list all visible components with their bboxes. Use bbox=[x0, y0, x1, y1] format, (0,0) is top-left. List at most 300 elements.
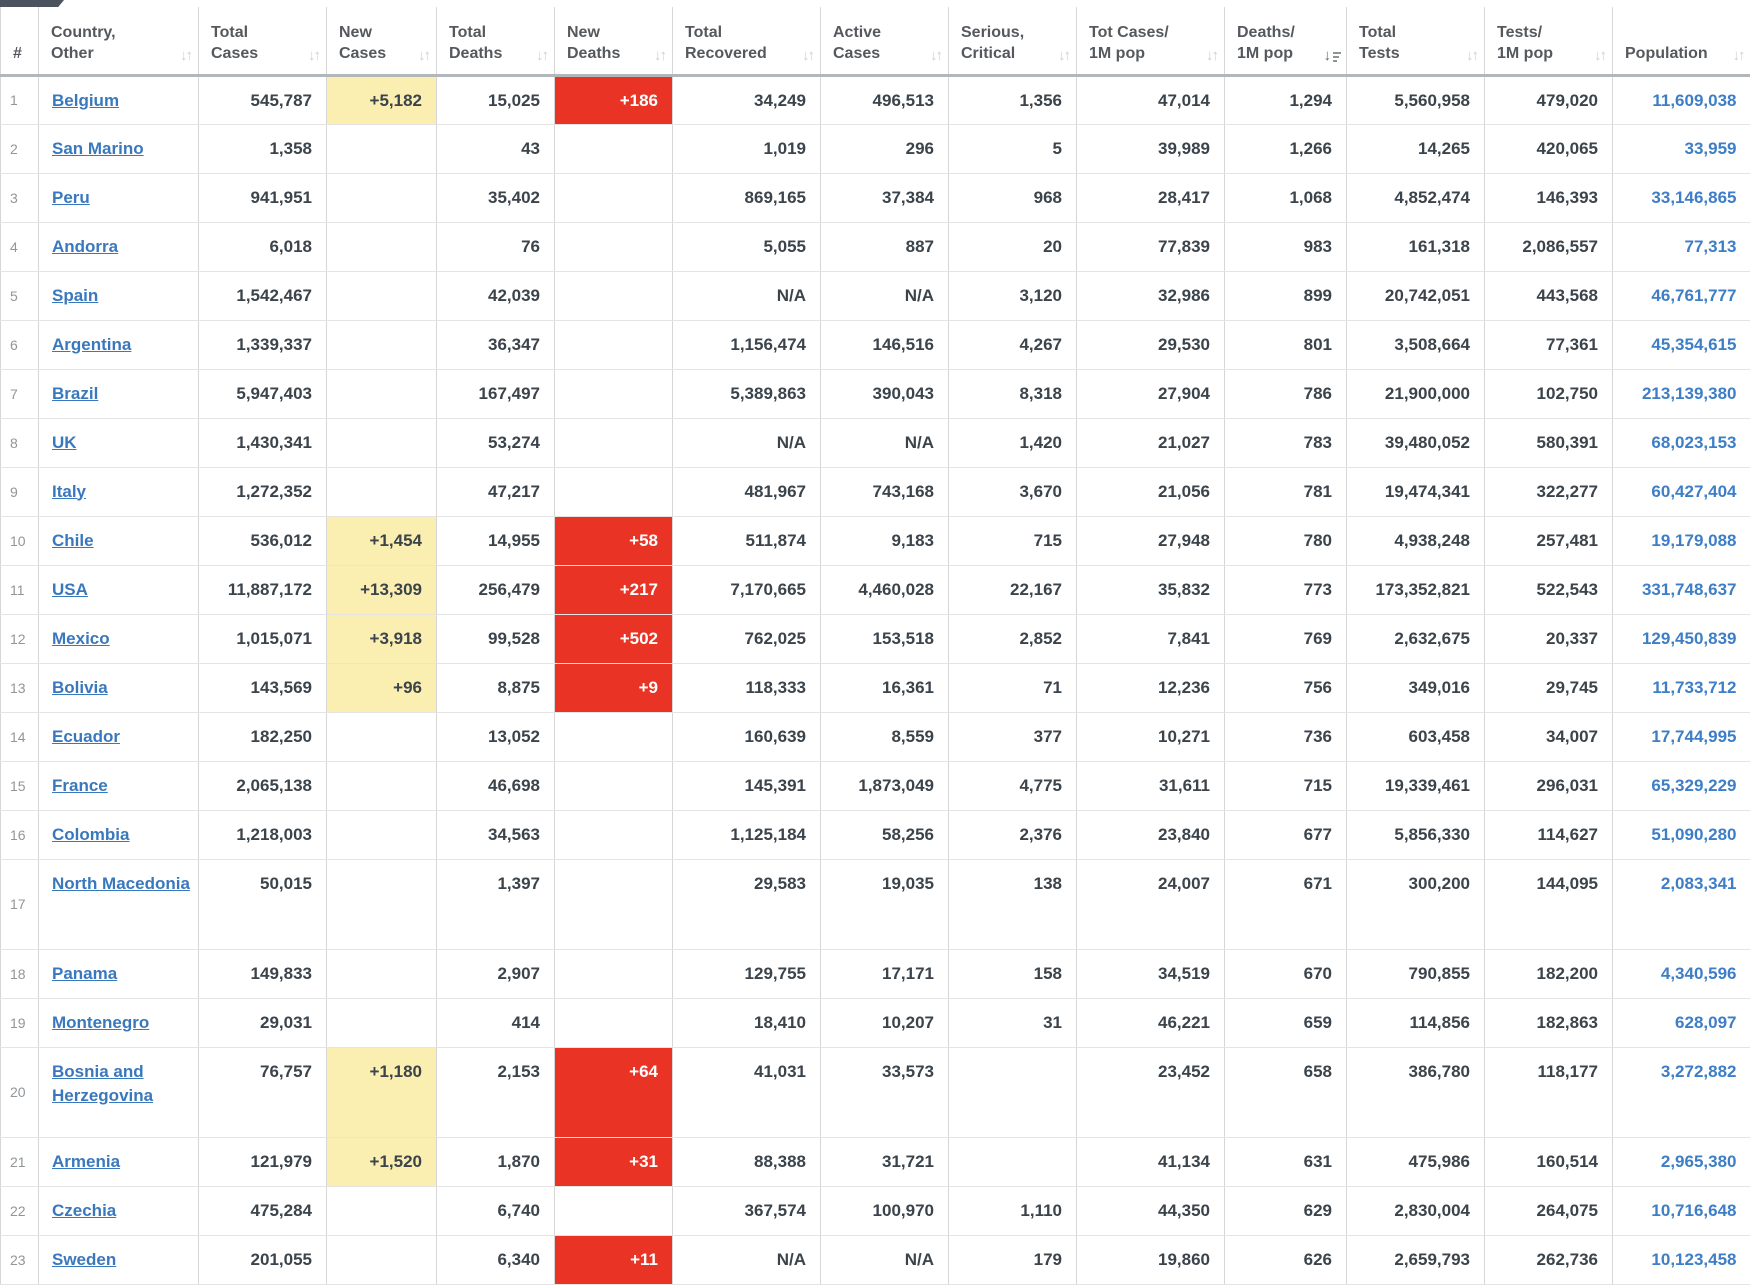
serious-critical-cell bbox=[949, 1047, 1077, 1137]
tests-per-1m-cell: 182,200 bbox=[1485, 949, 1613, 998]
table-body bbox=[1, 75, 1750, 1284]
total-recovered-cell: 18,410 bbox=[673, 998, 821, 1047]
column-header-total-cases[interactable] bbox=[199, 7, 327, 75]
serious-critical-cell: 20 bbox=[949, 222, 1077, 271]
new-cases-cell bbox=[327, 320, 437, 369]
row-number-cell: 13 bbox=[1, 663, 39, 712]
column-label-line: 1M pop bbox=[1089, 43, 1218, 64]
new-cases-cell bbox=[327, 418, 437, 467]
row-number-cell: 1 bbox=[1, 75, 39, 124]
cases-per-1m-cell: 47,014 bbox=[1077, 75, 1225, 124]
total-recovered-cell: 34,249 bbox=[673, 75, 821, 124]
country-link[interactable]: North Macedonia bbox=[52, 874, 190, 893]
total-recovered-cell: 511,874 bbox=[673, 516, 821, 565]
total-recovered-cell: N/A bbox=[673, 1235, 821, 1284]
total-tests-cell: 300,200 bbox=[1347, 859, 1485, 949]
new-deaths-cell bbox=[555, 467, 673, 516]
sort-updown-arrows-icon[interactable]: ↓↑ bbox=[536, 48, 547, 63]
column-label-line: Tests/ bbox=[1497, 22, 1606, 43]
total-recovered-cell: 118,333 bbox=[673, 663, 821, 712]
population-cell: 2,965,380 bbox=[1613, 1137, 1750, 1186]
country-link[interactable]: Belgium bbox=[52, 91, 119, 110]
serious-critical-cell: 158 bbox=[949, 949, 1077, 998]
total-recovered-cell: 5,389,863 bbox=[673, 369, 821, 418]
column-label-line: Tests bbox=[1359, 43, 1478, 64]
active-cases-cell: 37,384 bbox=[821, 173, 949, 222]
table-row bbox=[1, 369, 1750, 418]
browser-tab-fragment bbox=[0, 0, 64, 7]
cases-per-1m-cell: 19,860 bbox=[1077, 1235, 1225, 1284]
cases-per-1m-cell: 23,840 bbox=[1077, 810, 1225, 859]
total-recovered-cell: 160,639 bbox=[673, 712, 821, 761]
population-cell: 2,083,341 bbox=[1613, 859, 1750, 949]
new-deaths-cell bbox=[555, 418, 673, 467]
new-cases-cell bbox=[327, 761, 437, 810]
sort-updown-arrows-icon[interactable]: ↓↑ bbox=[1206, 48, 1217, 63]
population-cell: 331,748,637 bbox=[1613, 565, 1750, 614]
total-tests-cell: 4,938,248 bbox=[1347, 516, 1485, 565]
row-number-cell: 16 bbox=[1, 810, 39, 859]
new-deaths-cell bbox=[555, 369, 673, 418]
deaths-per-1m-cell: 769 bbox=[1225, 614, 1347, 663]
table-row bbox=[1, 1047, 1750, 1137]
column-label-line: Cases bbox=[833, 43, 942, 64]
total-tests-cell: 386,780 bbox=[1347, 1047, 1485, 1137]
deaths-per-1m-cell: 801 bbox=[1225, 320, 1347, 369]
cases-per-1m-cell: 27,904 bbox=[1077, 369, 1225, 418]
total-cases-cell: 6,018 bbox=[199, 222, 327, 271]
total-tests-cell: 5,856,330 bbox=[1347, 810, 1485, 859]
total-tests-cell: 173,352,821 bbox=[1347, 565, 1485, 614]
new-cases-cell: +1,520 bbox=[327, 1137, 437, 1186]
table-row bbox=[1, 998, 1750, 1047]
table-row bbox=[1, 75, 1750, 124]
total-tests-cell: 20,742,051 bbox=[1347, 271, 1485, 320]
new-deaths-cell bbox=[555, 173, 673, 222]
active-cases-cell: 496,513 bbox=[821, 75, 949, 124]
total-tests-cell: 2,632,675 bbox=[1347, 614, 1485, 663]
country-link[interactable]: Ecuador bbox=[52, 727, 120, 746]
total-tests-cell: 2,830,004 bbox=[1347, 1186, 1485, 1235]
column-label bbox=[13, 43, 32, 64]
active-cases-cell: 4,460,028 bbox=[821, 565, 949, 614]
serious-critical-cell: 2,376 bbox=[949, 810, 1077, 859]
table-row bbox=[1, 271, 1750, 320]
new-deaths-cell bbox=[555, 949, 673, 998]
serious-critical-cell: 3,120 bbox=[949, 271, 1077, 320]
new-cases-cell bbox=[327, 271, 437, 320]
total-cases-cell: 1,430,341 bbox=[199, 418, 327, 467]
serious-critical-cell: 179 bbox=[949, 1235, 1077, 1284]
active-cases-cell: 100,970 bbox=[821, 1186, 949, 1235]
cases-per-1m-cell: 31,611 bbox=[1077, 761, 1225, 810]
cases-per-1m-cell: 44,350 bbox=[1077, 1186, 1225, 1235]
total-tests-cell: 3,508,664 bbox=[1347, 320, 1485, 369]
sort-updown-arrows-icon[interactable]: ↓↑ bbox=[418, 48, 429, 63]
population-cell: 33,959 bbox=[1613, 124, 1750, 173]
population-cell: 11,609,038 bbox=[1613, 75, 1750, 124]
new-deaths-cell: +64 bbox=[555, 1047, 673, 1137]
total-deaths-cell: 8,875 bbox=[437, 663, 555, 712]
total-cases-cell: 121,979 bbox=[199, 1137, 327, 1186]
total-tests-cell: 603,458 bbox=[1347, 712, 1485, 761]
column-label bbox=[1625, 43, 1745, 64]
column-header-population[interactable] bbox=[1613, 7, 1750, 75]
column-label-line: Total bbox=[685, 22, 814, 43]
new-cases-cell bbox=[327, 859, 437, 949]
total-deaths-cell: 14,955 bbox=[437, 516, 555, 565]
total-tests-cell: 2,659,793 bbox=[1347, 1235, 1485, 1284]
total-deaths-cell: 1,397 bbox=[437, 859, 555, 949]
active-cases-cell: 296 bbox=[821, 124, 949, 173]
column-header-deaths-per-1m[interactable] bbox=[1225, 7, 1347, 75]
total-recovered-cell: 5,055 bbox=[673, 222, 821, 271]
population-cell: 17,744,995 bbox=[1613, 712, 1750, 761]
table-row bbox=[1, 320, 1750, 369]
sort-descending-icon[interactable] bbox=[1324, 48, 1342, 63]
total-recovered-cell: 481,967 bbox=[673, 467, 821, 516]
country-link[interactable]: Chile bbox=[52, 531, 94, 550]
total-cases-cell: 1,339,337 bbox=[199, 320, 327, 369]
total-cases-cell: 1,358 bbox=[199, 124, 327, 173]
cases-per-1m-cell: 46,221 bbox=[1077, 998, 1225, 1047]
new-cases-cell: +96 bbox=[327, 663, 437, 712]
country-link[interactable]: San Marino bbox=[52, 139, 144, 158]
deaths-per-1m-cell: 629 bbox=[1225, 1186, 1347, 1235]
tests-per-1m-cell: 34,007 bbox=[1485, 712, 1613, 761]
total-deaths-cell: 6,340 bbox=[437, 1235, 555, 1284]
new-cases-cell bbox=[327, 712, 437, 761]
new-cases-cell bbox=[327, 998, 437, 1047]
total-tests-cell: 161,318 bbox=[1347, 222, 1485, 271]
table-header bbox=[1, 7, 1750, 75]
tests-per-1m-cell: 322,277 bbox=[1485, 467, 1613, 516]
population-cell: 77,313 bbox=[1613, 222, 1750, 271]
tests-per-1m-cell: 262,736 bbox=[1485, 1235, 1613, 1284]
country-link[interactable]: Italy bbox=[52, 482, 86, 501]
sort-updown-arrows-icon[interactable]: ↓↑ bbox=[1058, 48, 1069, 63]
deaths-per-1m-cell: 658 bbox=[1225, 1047, 1347, 1137]
table-row bbox=[1, 614, 1750, 663]
total-cases-cell: 536,012 bbox=[199, 516, 327, 565]
row-number-cell: 23 bbox=[1, 1235, 39, 1284]
column-label bbox=[211, 22, 320, 64]
country-cell bbox=[39, 418, 199, 467]
cases-per-1m-cell: 28,417 bbox=[1077, 173, 1225, 222]
tests-per-1m-cell: 114,627 bbox=[1485, 810, 1613, 859]
total-cases-cell: 11,887,172 bbox=[199, 565, 327, 614]
deaths-per-1m-cell: 783 bbox=[1225, 418, 1347, 467]
total-tests-cell: 19,339,461 bbox=[1347, 761, 1485, 810]
sort-updown-arrows-icon[interactable]: ↓↑ bbox=[1594, 48, 1605, 63]
country-cell bbox=[39, 516, 199, 565]
total-deaths-cell: 256,479 bbox=[437, 565, 555, 614]
sort-updown-arrows-icon[interactable]: ↓↑ bbox=[930, 48, 941, 63]
column-label-line: Total bbox=[1359, 22, 1478, 43]
row-number-cell: 14 bbox=[1, 712, 39, 761]
country-cell bbox=[39, 271, 199, 320]
country-cell bbox=[39, 859, 199, 949]
column-label-line: Total bbox=[449, 22, 548, 43]
column-header-serious-critical[interactable] bbox=[949, 7, 1077, 75]
active-cases-cell: 153,518 bbox=[821, 614, 949, 663]
total-recovered-cell: 7,170,665 bbox=[673, 565, 821, 614]
country-link[interactable]: France bbox=[52, 776, 108, 795]
total-deaths-cell: 414 bbox=[437, 998, 555, 1047]
country-cell bbox=[39, 949, 199, 998]
active-cases-cell: 390,043 bbox=[821, 369, 949, 418]
total-tests-cell: 349,016 bbox=[1347, 663, 1485, 712]
serious-critical-cell: 3,670 bbox=[949, 467, 1077, 516]
total-tests-cell: 475,986 bbox=[1347, 1137, 1485, 1186]
country-cell bbox=[39, 1235, 199, 1284]
deaths-per-1m-cell: 670 bbox=[1225, 949, 1347, 998]
cases-per-1m-cell: 77,839 bbox=[1077, 222, 1225, 271]
new-cases-cell: +3,918 bbox=[327, 614, 437, 663]
column-label bbox=[1089, 22, 1218, 64]
total-tests-cell: 114,856 bbox=[1347, 998, 1485, 1047]
total-deaths-cell: 42,039 bbox=[437, 271, 555, 320]
sort-updown-arrows-icon[interactable]: ↓↑ bbox=[802, 48, 813, 63]
tests-per-1m-cell: 118,177 bbox=[1485, 1047, 1613, 1137]
table-row bbox=[1, 761, 1750, 810]
country-link[interactable]: USA bbox=[52, 580, 88, 599]
table-row bbox=[1, 859, 1750, 949]
country-link[interactable]: Czechia bbox=[52, 1201, 116, 1220]
column-header-country[interactable] bbox=[39, 7, 199, 75]
new-deaths-cell: +186 bbox=[555, 75, 673, 124]
sort-updown-arrows-icon[interactable]: ↓↑ bbox=[654, 48, 665, 63]
country-link[interactable]: Spain bbox=[52, 286, 98, 305]
active-cases-cell: 743,168 bbox=[821, 467, 949, 516]
tests-per-1m-cell: 296,031 bbox=[1485, 761, 1613, 810]
cases-per-1m-cell: 23,452 bbox=[1077, 1047, 1225, 1137]
column-header-total-deaths[interactable] bbox=[437, 7, 555, 75]
sort-updown-arrows-icon[interactable]: ↓↑ bbox=[1466, 48, 1477, 63]
serious-critical-cell: 22,167 bbox=[949, 565, 1077, 614]
new-deaths-cell: +31 bbox=[555, 1137, 673, 1186]
total-tests-cell: 4,852,474 bbox=[1347, 173, 1485, 222]
row-number-cell: 6 bbox=[1, 320, 39, 369]
column-label bbox=[1497, 22, 1606, 64]
sort-updown-arrows-icon[interactable]: ↓↑ bbox=[308, 48, 319, 63]
country-cell bbox=[39, 467, 199, 516]
table-row bbox=[1, 663, 1750, 712]
column-header-active-cases[interactable] bbox=[821, 7, 949, 75]
column-label-line: Serious, bbox=[961, 22, 1070, 43]
row-number-cell: 19 bbox=[1, 998, 39, 1047]
row-number-cell: 8 bbox=[1, 418, 39, 467]
deaths-per-1m-cell: 626 bbox=[1225, 1235, 1347, 1284]
sort-updown-arrows-icon[interactable]: ↓↑ bbox=[1733, 48, 1744, 63]
header-row bbox=[1, 7, 1750, 75]
country-link[interactable]: Argentina bbox=[52, 335, 131, 354]
new-cases-cell bbox=[327, 810, 437, 859]
serious-critical-cell: 1,110 bbox=[949, 1186, 1077, 1235]
column-header-new-deaths[interactable] bbox=[555, 7, 673, 75]
tests-per-1m-cell: 182,863 bbox=[1485, 998, 1613, 1047]
new-cases-cell bbox=[327, 124, 437, 173]
total-deaths-cell: 2,153 bbox=[437, 1047, 555, 1137]
new-deaths-cell bbox=[555, 1186, 673, 1235]
cases-per-1m-cell: 29,530 bbox=[1077, 320, 1225, 369]
total-recovered-cell: 1,019 bbox=[673, 124, 821, 173]
active-cases-cell: 16,361 bbox=[821, 663, 949, 712]
tests-per-1m-cell: 420,065 bbox=[1485, 124, 1613, 173]
active-cases-cell: 33,573 bbox=[821, 1047, 949, 1137]
total-recovered-cell: 762,025 bbox=[673, 614, 821, 663]
country-link[interactable]: Sweden bbox=[52, 1250, 116, 1269]
total-cases-cell: 2,065,138 bbox=[199, 761, 327, 810]
table-row bbox=[1, 418, 1750, 467]
total-recovered-cell: 869,165 bbox=[673, 173, 821, 222]
column-header-total-tests[interactable] bbox=[1347, 7, 1485, 75]
deaths-per-1m-cell: 659 bbox=[1225, 998, 1347, 1047]
new-cases-cell bbox=[327, 173, 437, 222]
row-number-cell: 11 bbox=[1, 565, 39, 614]
active-cases-cell: 887 bbox=[821, 222, 949, 271]
serious-critical-cell: 31 bbox=[949, 998, 1077, 1047]
row-number-cell: 4 bbox=[1, 222, 39, 271]
deaths-per-1m-cell: 780 bbox=[1225, 516, 1347, 565]
column-label bbox=[961, 22, 1070, 64]
new-deaths-cell bbox=[555, 998, 673, 1047]
total-tests-cell: 5,560,958 bbox=[1347, 75, 1485, 124]
country-link[interactable]: Montenegro bbox=[52, 1013, 149, 1032]
cases-per-1m-cell: 21,027 bbox=[1077, 418, 1225, 467]
total-deaths-cell: 47,217 bbox=[437, 467, 555, 516]
total-recovered-cell: 129,755 bbox=[673, 949, 821, 998]
country-link[interactable]: Colombia bbox=[52, 825, 129, 844]
population-cell: 46,761,777 bbox=[1613, 271, 1750, 320]
cases-per-1m-cell: 39,989 bbox=[1077, 124, 1225, 173]
serious-critical-cell: 1,356 bbox=[949, 75, 1077, 124]
column-label-line: Country, bbox=[51, 22, 192, 43]
total-cases-cell: 545,787 bbox=[199, 75, 327, 124]
tests-per-1m-cell: 77,361 bbox=[1485, 320, 1613, 369]
table-row bbox=[1, 1137, 1750, 1186]
country-link[interactable]: Mexico bbox=[52, 629, 110, 648]
active-cases-cell: N/A bbox=[821, 271, 949, 320]
total-cases-cell: 201,055 bbox=[199, 1235, 327, 1284]
column-label-line: 1M pop bbox=[1497, 43, 1606, 64]
table-row bbox=[1, 1235, 1750, 1284]
country-link[interactable]: Andorra bbox=[52, 237, 118, 256]
new-cases-cell bbox=[327, 1186, 437, 1235]
column-header-rank bbox=[1, 7, 39, 75]
active-cases-cell: 19,035 bbox=[821, 859, 949, 949]
cases-per-1m-cell: 7,841 bbox=[1077, 614, 1225, 663]
new-deaths-cell: +58 bbox=[555, 516, 673, 565]
row-number-cell: 12 bbox=[1, 614, 39, 663]
country-link[interactable]: Panama bbox=[52, 964, 117, 983]
active-cases-cell: 10,207 bbox=[821, 998, 949, 1047]
population-cell: 65,329,229 bbox=[1613, 761, 1750, 810]
population-cell: 213,139,380 bbox=[1613, 369, 1750, 418]
table-row bbox=[1, 565, 1750, 614]
population-cell: 129,450,839 bbox=[1613, 614, 1750, 663]
column-label-line: Active bbox=[833, 22, 942, 43]
cases-per-1m-cell: 21,056 bbox=[1077, 467, 1225, 516]
country-cell bbox=[39, 124, 199, 173]
serious-critical-cell: 8,318 bbox=[949, 369, 1077, 418]
new-cases-cell: +1,180 bbox=[327, 1047, 437, 1137]
serious-critical-cell: 968 bbox=[949, 173, 1077, 222]
deaths-per-1m-cell: 1,266 bbox=[1225, 124, 1347, 173]
column-header-total-recovered[interactable] bbox=[673, 7, 821, 75]
total-cases-cell: 1,542,467 bbox=[199, 271, 327, 320]
total-deaths-cell: 35,402 bbox=[437, 173, 555, 222]
total-cases-cell: 1,272,352 bbox=[199, 467, 327, 516]
covid-statistics-table bbox=[0, 7, 1750, 1285]
column-label-line: Recovered bbox=[685, 43, 814, 64]
country-link[interactable]: Bosnia and Herzegovina bbox=[52, 1062, 153, 1105]
country-cell bbox=[39, 998, 199, 1047]
total-deaths-cell: 2,907 bbox=[437, 949, 555, 998]
serious-critical-cell: 4,267 bbox=[949, 320, 1077, 369]
total-cases-cell: 5,947,403 bbox=[199, 369, 327, 418]
deaths-per-1m-cell: 677 bbox=[1225, 810, 1347, 859]
population-cell: 628,097 bbox=[1613, 998, 1750, 1047]
column-label-line: New bbox=[567, 22, 666, 43]
deaths-per-1m-cell: 1,294 bbox=[1225, 75, 1347, 124]
column-label bbox=[339, 22, 430, 64]
column-label-line: Cases bbox=[211, 43, 320, 64]
column-label bbox=[833, 22, 942, 64]
total-deaths-cell: 34,563 bbox=[437, 810, 555, 859]
new-cases-cell bbox=[327, 1235, 437, 1284]
table-row bbox=[1, 467, 1750, 516]
column-header-tests-per-1m[interactable] bbox=[1485, 7, 1613, 75]
new-cases-cell: +5,182 bbox=[327, 75, 437, 124]
table-row bbox=[1, 222, 1750, 271]
country-link[interactable]: Bolivia bbox=[52, 678, 108, 697]
total-deaths-cell: 36,347 bbox=[437, 320, 555, 369]
total-recovered-cell: N/A bbox=[673, 271, 821, 320]
new-cases-cell bbox=[327, 949, 437, 998]
total-deaths-cell: 167,497 bbox=[437, 369, 555, 418]
total-deaths-cell: 99,528 bbox=[437, 614, 555, 663]
tests-per-1m-cell: 2,086,557 bbox=[1485, 222, 1613, 271]
new-deaths-cell bbox=[555, 124, 673, 173]
cases-per-1m-cell: 27,948 bbox=[1077, 516, 1225, 565]
total-cases-cell: 76,757 bbox=[199, 1047, 327, 1137]
country-link[interactable]: Brazil bbox=[52, 384, 98, 403]
column-label-line: Tot Cases/ bbox=[1089, 22, 1218, 43]
country-link[interactable]: Armenia bbox=[52, 1152, 120, 1171]
column-header-new-cases[interactable] bbox=[327, 7, 437, 75]
total-cases-cell: 149,833 bbox=[199, 949, 327, 998]
country-cell bbox=[39, 712, 199, 761]
country-cell bbox=[39, 1186, 199, 1235]
column-label-line: Population bbox=[1625, 43, 1745, 64]
row-number-cell: 10 bbox=[1, 516, 39, 565]
new-deaths-cell bbox=[555, 320, 673, 369]
sort-bars-icon bbox=[1333, 52, 1341, 63]
active-cases-cell: 9,183 bbox=[821, 516, 949, 565]
serious-critical-cell: 2,852 bbox=[949, 614, 1077, 663]
deaths-per-1m-cell: 715 bbox=[1225, 761, 1347, 810]
serious-critical-cell: 71 bbox=[949, 663, 1077, 712]
sort-updown-arrows-icon[interactable]: ↓↑ bbox=[180, 48, 191, 63]
country-link[interactable]: Peru bbox=[52, 188, 90, 207]
country-link[interactable]: UK bbox=[52, 433, 77, 452]
row-number-cell: 3 bbox=[1, 173, 39, 222]
total-recovered-cell: 367,574 bbox=[673, 1186, 821, 1235]
column-header-cases-per-1m[interactable] bbox=[1077, 7, 1225, 75]
country-cell bbox=[39, 320, 199, 369]
tests-per-1m-cell: 29,745 bbox=[1485, 663, 1613, 712]
